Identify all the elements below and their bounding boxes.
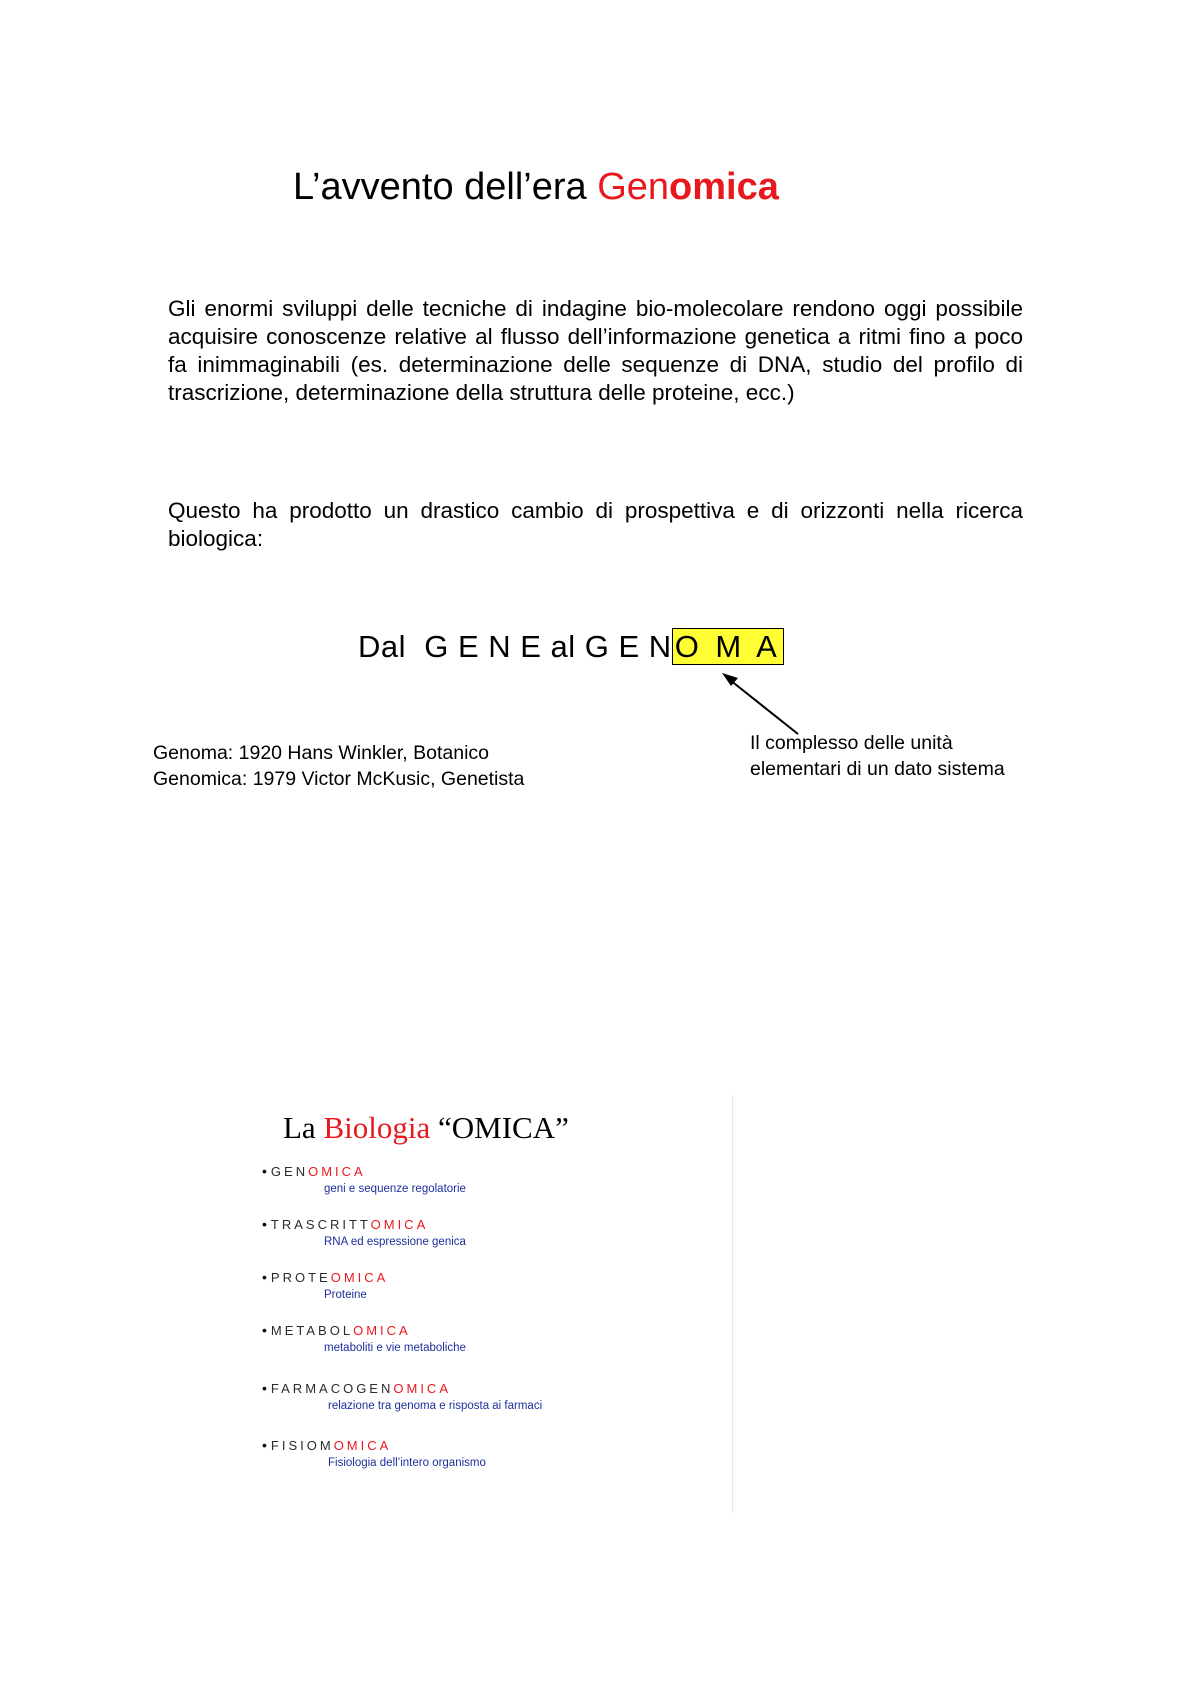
- definition-genomica: Genomica: 1979 Victor McKusic, Genetista: [153, 768, 525, 790]
- slide2-title-prefix: La: [283, 1110, 324, 1145]
- bullet-icon: •: [262, 1163, 267, 1179]
- arrow-icon: [700, 660, 810, 740]
- omics-prefix: GEN: [270, 1164, 309, 1179]
- omics-item-trascrittomica: [262, 1216, 466, 1248]
- slide2-divider: [732, 1095, 733, 1513]
- bullet-icon: •: [262, 1216, 267, 1232]
- omics-prefix: TRASCRITT: [270, 1217, 371, 1232]
- gene-to-genome-prefix: Dal G E N E al G E N: [358, 629, 672, 664]
- omics-item-farmacogenomica: [262, 1380, 542, 1412]
- definition-genoma: Genoma: 1920 Hans Winkler, Botanico: [153, 742, 490, 764]
- omics-suffix: OMICA: [308, 1164, 366, 1179]
- arrow-shaft: [730, 680, 798, 734]
- omics-description: Proteine: [324, 1289, 367, 1301]
- oma-highlight: O M A: [672, 628, 784, 665]
- annotation-line-2: elementari di un dato sistema: [750, 758, 1005, 780]
- omics-description: geni e sequenze regolatorie: [324, 1183, 466, 1195]
- omics-description: metaboliti e vie metaboliche: [324, 1342, 466, 1354]
- omics-suffix: OMICA: [353, 1323, 411, 1338]
- omics-item-metabolomica: [262, 1322, 466, 1354]
- omics-suffix: OMICA: [330, 1270, 389, 1285]
- term-definitions: [153, 740, 524, 792]
- bullet-icon: •: [262, 1437, 267, 1453]
- bullet-icon: •: [262, 1380, 267, 1396]
- bullet-icon: •: [262, 1322, 267, 1338]
- slide2-title: [283, 1110, 569, 1146]
- slide1-paragraph-1: Gli enormi sviluppi delle tecniche di indagine bio-molecolare rendono oggi possibile acquisire conoscenze relative al flusso dell’informazione genetica a ritmi fino a poco fa inimmaginabili (es. determinazione delle sequenze di DNA, studio del profilo di trascrizione, determinazione della struttura delle proteine, ecc.): [168, 296, 1023, 405]
- slide2-title-red: Biologia: [323, 1110, 431, 1145]
- slide1-title-red-bold: omica: [669, 166, 779, 208]
- omics-prefix: PROTE: [270, 1270, 331, 1285]
- omics-description: RNA ed espressione genica: [324, 1236, 466, 1248]
- omics-description: Fisiologia dell’intero organismo: [328, 1457, 486, 1469]
- omics-suffix: OMICA: [333, 1438, 392, 1453]
- omics-suffix: OMICA: [393, 1381, 451, 1396]
- omics-item-fisiomomica: [262, 1437, 486, 1469]
- bullet-icon: •: [262, 1269, 267, 1285]
- omics-item-proteomica: [262, 1269, 388, 1301]
- slide2-title-suffix: “OMICA”: [430, 1110, 569, 1145]
- omics-prefix: FISIOM: [270, 1438, 334, 1453]
- slide1-title-red: Gen: [597, 166, 670, 208]
- annotation-line-1: Il complesso delle unità: [750, 732, 953, 754]
- oma-annotation: [750, 730, 1005, 782]
- omics-item-genomica: [262, 1163, 466, 1195]
- slide1-paragraph-2: Questo ha prodotto un drastico cambio di prospettiva e di orizzonti nella ricerca biologica:: [168, 498, 1023, 551]
- omics-suffix: OMICA: [370, 1217, 429, 1232]
- omics-description: relazione tra genoma e risposta ai farmaci: [328, 1400, 543, 1412]
- slide1-title-prefix: L’avvento dell’era: [293, 166, 598, 208]
- slide1-title: [293, 166, 779, 209]
- omics-prefix: METABOL: [270, 1323, 354, 1338]
- omics-prefix: FARMACOGEN: [270, 1381, 394, 1396]
